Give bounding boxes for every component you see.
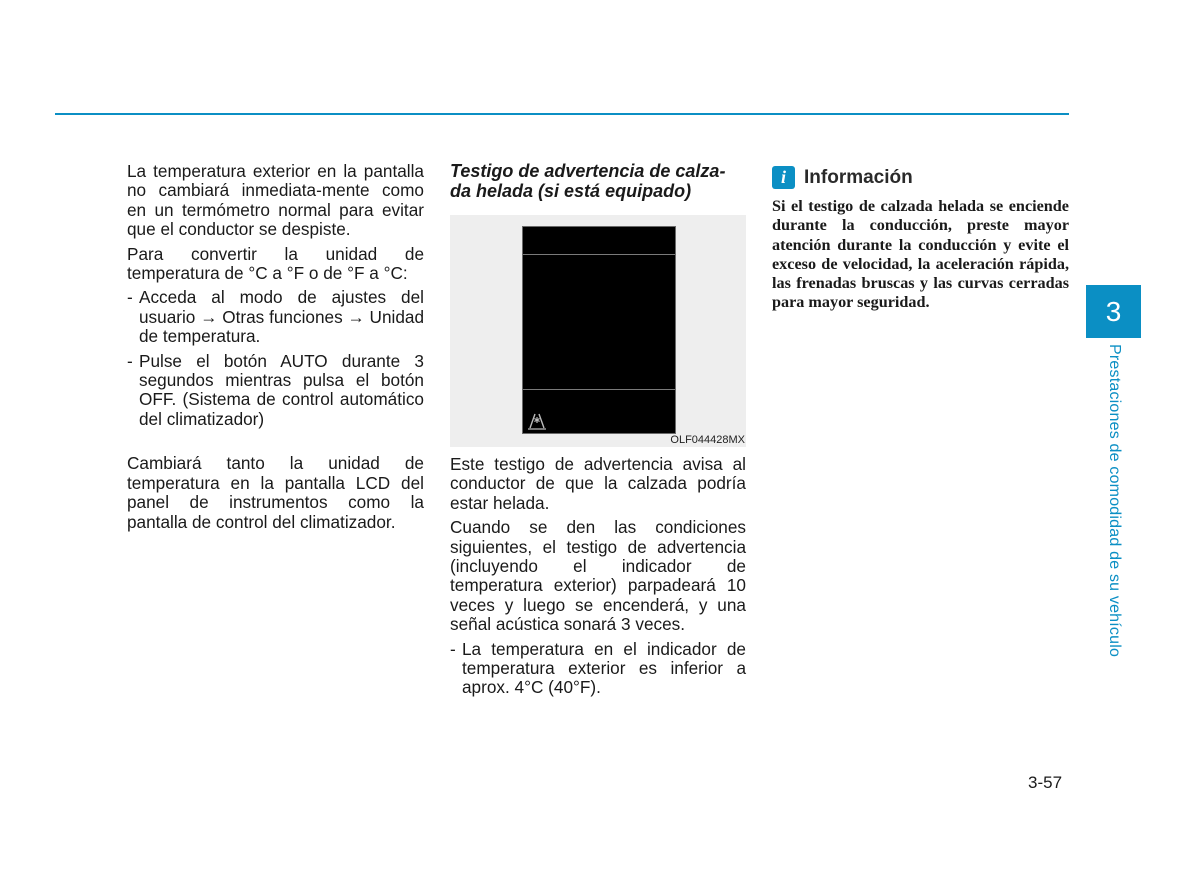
info-body: Si el testigo de calzada helada se enciende durante la conducción, preste mayor atención durante la conducción y evite el exceso de velocidad, la aceleración rápida, las frenadas bruscas y las curvas cerradas para mayor seguridad.: [772, 197, 1069, 312]
list-dash: -: [127, 350, 133, 371]
cluster-display: [522, 226, 676, 434]
list-item-temperature-condition: [450, 640, 746, 698]
list-item-text: Acceda al modo de ajustes del usuario → Otras funciones → Unidad de temperatura.: [139, 287, 424, 347]
list-dash: -: [450, 638, 456, 659]
chapter-tab: 3: [1086, 285, 1141, 338]
info-icon: i: [772, 166, 795, 189]
cluster-figure: [450, 215, 746, 447]
middle-column: [450, 162, 746, 703]
section-title-icy-road: Testigo de advertencia de calza-da helada (si está equipado): [450, 161, 726, 201]
right-column: [772, 162, 1069, 318]
paragraph-convert-unit: Para convertir la unidad de temperatura de °C a °F o de °F a °C:: [127, 243, 424, 284]
left-column: [127, 162, 424, 537]
display-divider-bottom: [523, 389, 675, 390]
list-dash: -: [127, 287, 133, 308]
chapter-title: Prestaciones de comodidad de su vehículo: [1106, 344, 1123, 658]
list-item-text: Pulse el botón AUTO durante 3 segundos mientras pulsa el botón OFF. (Sistema de control automático del climatizador): [139, 350, 424, 429]
paragraph-warning-conditions: Cuando se den las condiciones siguientes, el testigo de advertencia (incluyendo el indicador de temperatura exterior) parpadeará 10 veces y luego se encenderá, y una señal acústica sonará 3 veces.: [450, 517, 746, 635]
icy-road-warning-icon: [527, 410, 547, 430]
list-item-user-settings: [127, 288, 424, 346]
list-item-auto-button: [127, 352, 424, 430]
figure-caption: OLF044428MX: [670, 434, 745, 446]
display-divider-top: [523, 254, 675, 255]
paragraph-display-behavior: La temperatura exterior en la pantalla no cambiará inmediata-mente como en un termómetro normal para evitar que el conductor se despiste.: [127, 161, 424, 240]
header-rule: [55, 113, 1069, 115]
page-number: 3-57: [1028, 773, 1063, 792]
list-item-text: La temperatura en el indicador de temperatura exterior es inferior a aprox. 4°C (40°F).: [462, 638, 746, 698]
info-title: Información: [804, 166, 913, 188]
paragraph-unit-change-effect: Cambiará tanto la unidad de temperatura en la pantalla LCD del panel de instrumentos como la pantalla de control del climatizador.: [127, 453, 424, 532]
paragraph-warning-purpose: Este testigo de advertencia avisa al conductor de que la calzada podría estar helada.: [450, 454, 746, 513]
info-header: [772, 166, 1069, 189]
